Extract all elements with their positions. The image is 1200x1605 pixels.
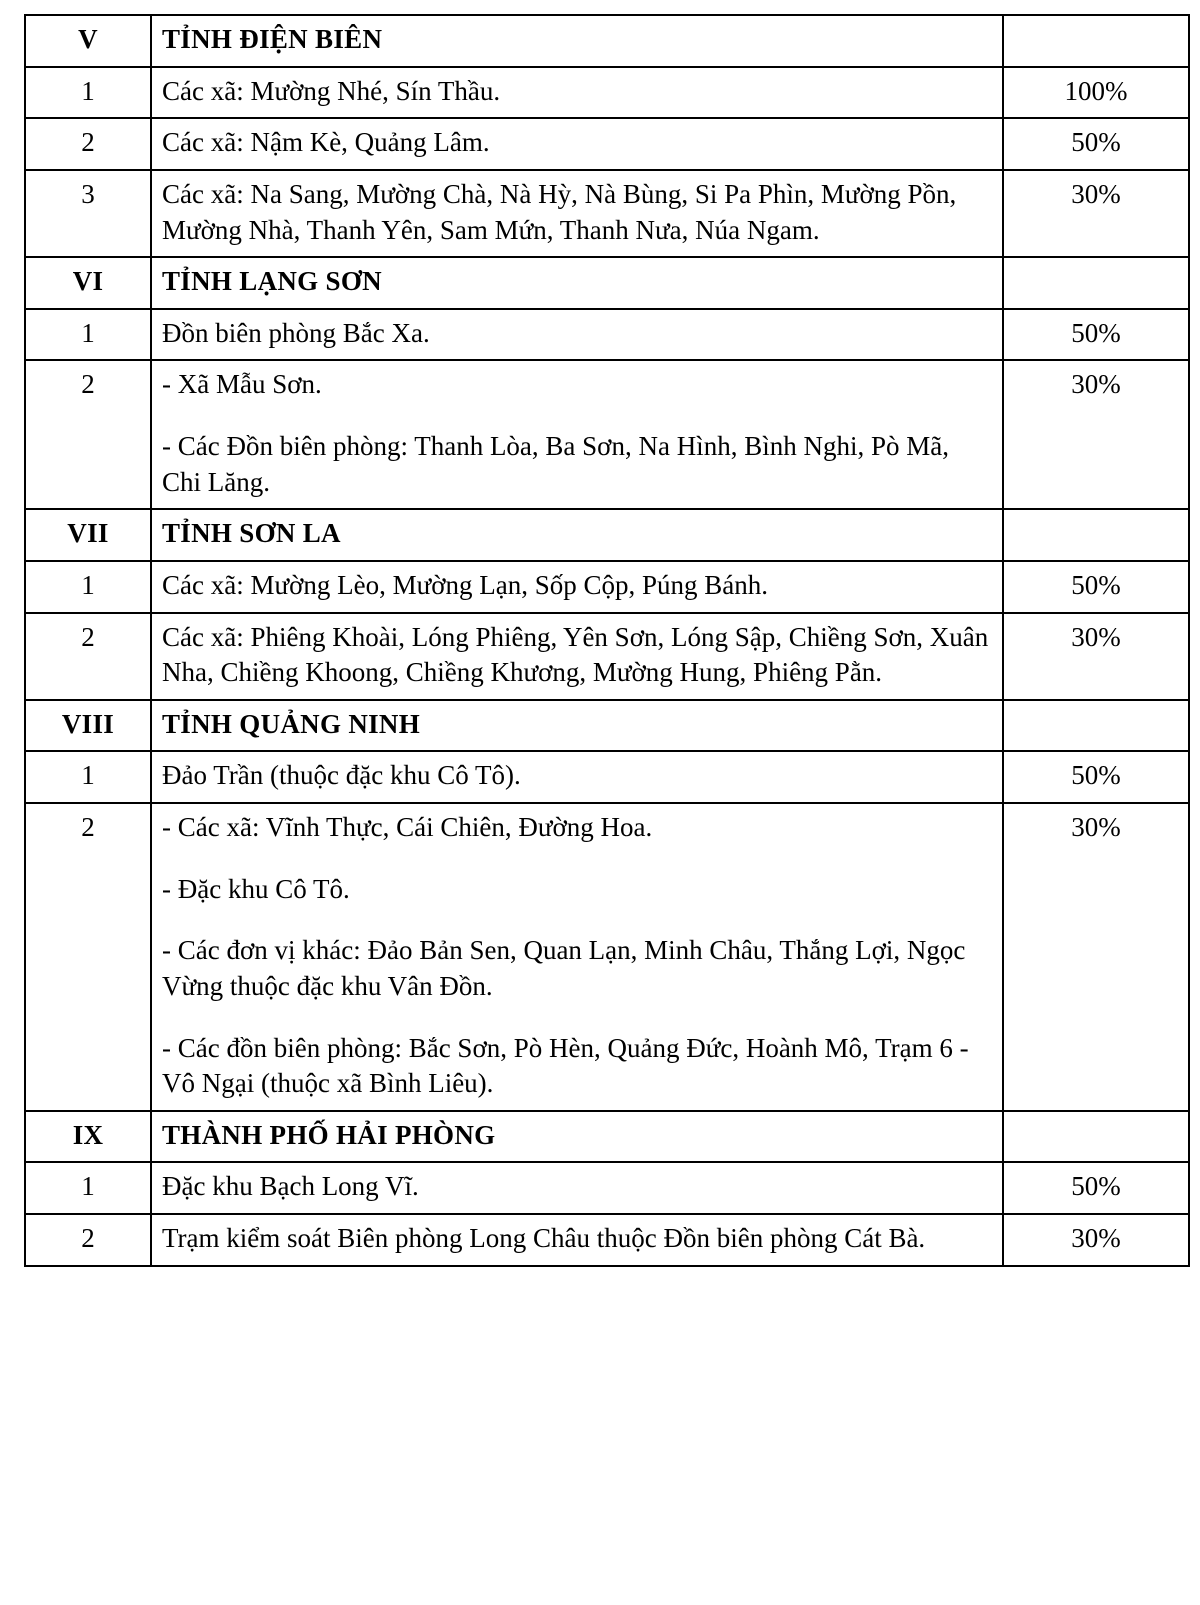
row-content-cell bbox=[151, 751, 1003, 803]
row-content-cell bbox=[151, 170, 1003, 257]
table-row bbox=[25, 257, 1189, 309]
row-content-cell bbox=[151, 1111, 1003, 1163]
table-row bbox=[25, 1214, 1189, 1266]
table-row bbox=[25, 1162, 1189, 1214]
percentage-value: 50% bbox=[1071, 1171, 1121, 1202]
row-content-cell bbox=[151, 257, 1003, 309]
row-number: 1 bbox=[81, 317, 95, 348]
content-paragraph: Các xã: Nậm Kè, Quảng Lâm. bbox=[162, 127, 490, 158]
row-number: 2 bbox=[81, 812, 95, 842]
row-number: 1 bbox=[81, 1171, 95, 1202]
percentage-cell bbox=[1003, 700, 1189, 752]
percentage-cell bbox=[1003, 613, 1189, 700]
row-content-cell bbox=[151, 561, 1003, 613]
percentage-cell bbox=[1003, 751, 1189, 803]
percentage-cell bbox=[1003, 15, 1189, 67]
content-paragraph: - Các đồn biên phòng: Bắc Sơn, Pò Hèn, Quảng Đức, Hoành Mô, Trạm 6 - Vô Ngại (thuộc xã Bình Liêu). bbox=[162, 1032, 969, 1099]
row-content-cell bbox=[151, 15, 1003, 67]
row-number-cell bbox=[25, 67, 151, 119]
row-content-cell bbox=[151, 1214, 1003, 1266]
percentage-value: 30% bbox=[1071, 178, 1121, 209]
percentage-cell bbox=[1003, 170, 1189, 257]
section-title: TỈNH SƠN LA bbox=[162, 518, 341, 549]
percentage-cell bbox=[1003, 561, 1189, 613]
table-row bbox=[25, 509, 1189, 561]
row-number-cell bbox=[25, 700, 151, 752]
percentage-value: 50% bbox=[1071, 569, 1121, 600]
percentage-cell bbox=[1003, 1214, 1189, 1266]
row-number-cell bbox=[25, 360, 151, 509]
content-paragraph: - Các đơn vị khác: Đảo Bản Sen, Quan Lạn, Minh Châu, Thắng Lợi, Ngọc Vừng thuộc đặc khu Vân Đồn. bbox=[162, 935, 966, 1001]
row-number: 2 bbox=[81, 369, 95, 400]
table-row bbox=[25, 309, 1189, 361]
row-number: 1 bbox=[81, 75, 95, 106]
table-row bbox=[25, 360, 1189, 509]
row-number-cell bbox=[25, 257, 151, 309]
table-row bbox=[25, 67, 1189, 119]
table-row bbox=[25, 700, 1189, 752]
percentage-value: 30% bbox=[1071, 621, 1121, 652]
row-number-cell bbox=[25, 751, 151, 803]
percentage-value: 50% bbox=[1071, 317, 1121, 348]
row-number: 2 bbox=[81, 127, 95, 158]
content-paragraph: Các xã: Phiêng Khoài, Lóng Phiêng, Yên Sơn, Lóng Sập, Chiềng Sơn, Xuân Nha, Chiềng Khoong, Chiềng Khương, Mường Hung, Phiêng Pằn. bbox=[162, 621, 989, 688]
allowance-rate-table bbox=[24, 14, 1190, 1267]
row-number-cell bbox=[25, 15, 151, 67]
row-number-cell bbox=[25, 1162, 151, 1214]
percentage-cell bbox=[1003, 67, 1189, 119]
content-paragraph: Các xã: Mường Lèo, Mường Lạn, Sốp Cộp, Púng Bánh. bbox=[162, 569, 769, 600]
content-paragraph: - Đặc khu Cô Tô. bbox=[162, 873, 350, 904]
row-number-cell bbox=[25, 309, 151, 361]
row-number: 2 bbox=[81, 621, 95, 652]
section-title: TỈNH LẠNG SƠN bbox=[162, 266, 382, 297]
percentage-cell bbox=[1003, 118, 1189, 170]
content-paragraph: Đồn biên phòng Bắc Xa. bbox=[162, 317, 430, 348]
row-number-cell bbox=[25, 118, 151, 170]
percentage-value: 30% bbox=[1071, 369, 1121, 400]
table-row bbox=[25, 170, 1189, 257]
table-row bbox=[25, 751, 1189, 803]
percentage-value: 100% bbox=[1064, 75, 1128, 106]
content-paragraph: - Các xã: Vĩnh Thực, Cái Chiên, Đường Hoa. bbox=[162, 812, 653, 842]
section-title: TỈNH QUẢNG NINH bbox=[162, 708, 421, 739]
table-row bbox=[25, 561, 1189, 613]
table-row bbox=[25, 118, 1189, 170]
row-content-cell bbox=[151, 613, 1003, 700]
percentage-value: 50% bbox=[1071, 760, 1121, 791]
table-row bbox=[25, 613, 1189, 700]
row-content-cell bbox=[151, 509, 1003, 561]
row-number: 3 bbox=[81, 178, 95, 209]
row-number: 1 bbox=[81, 760, 95, 791]
percentage-cell bbox=[1003, 509, 1189, 561]
row-number: IX bbox=[72, 1119, 104, 1150]
content-paragraph: Đảo Trần (thuộc đặc khu Cô Tô). bbox=[162, 760, 521, 791]
row-number: VII bbox=[67, 518, 109, 549]
row-number-cell bbox=[25, 803, 151, 1111]
section-title: THÀNH PHỐ HẢI PHÒNG bbox=[162, 1119, 496, 1150]
row-content-cell bbox=[151, 1162, 1003, 1214]
table-body bbox=[25, 15, 1189, 1266]
percentage-cell bbox=[1003, 803, 1189, 1111]
table-row bbox=[25, 803, 1189, 1111]
row-number-cell bbox=[25, 509, 151, 561]
row-number: VIII bbox=[61, 708, 115, 739]
table-row bbox=[25, 1111, 1189, 1163]
row-content-cell bbox=[151, 118, 1003, 170]
section-title: TỈNH ĐIỆN BIÊN bbox=[162, 24, 383, 54]
row-number: 1 bbox=[81, 569, 95, 600]
row-content-cell bbox=[151, 360, 1003, 509]
content-paragraph: Trạm kiểm soát Biên phòng Long Châu thuộc Đồn biên phòng Cát Bà. bbox=[162, 1223, 926, 1253]
table-row bbox=[25, 15, 1189, 67]
content-paragraph: Đặc khu Bạch Long Vĩ. bbox=[162, 1171, 419, 1202]
row-number-cell bbox=[25, 561, 151, 613]
percentage-cell bbox=[1003, 1162, 1189, 1214]
percentage-value: 30% bbox=[1071, 812, 1121, 842]
percentage-value: 30% bbox=[1071, 1223, 1121, 1253]
percentage-cell bbox=[1003, 360, 1189, 509]
percentage-value: 50% bbox=[1071, 127, 1121, 158]
row-number-cell bbox=[25, 1111, 151, 1163]
row-number: VI bbox=[72, 266, 104, 297]
row-number: V bbox=[78, 24, 98, 54]
content-paragraph: Các xã: Na Sang, Mường Chà, Nà Hỳ, Nà Bùng, Si Pa Phìn, Mường Pồn, Mường Nhà, Thanh Yên, Sam Mứn, Thanh Nưa, Núa Ngam. bbox=[162, 178, 957, 245]
percentage-cell bbox=[1003, 257, 1189, 309]
content-paragraph: - Các Đồn biên phòng: Thanh Lòa, Ba Sơn, Na Hình, Bình Nghi, Pò Mã, Chi Lăng. bbox=[162, 431, 949, 497]
percentage-cell bbox=[1003, 1111, 1189, 1163]
row-number-cell bbox=[25, 613, 151, 700]
row-content-cell bbox=[151, 803, 1003, 1111]
row-number-cell bbox=[25, 170, 151, 257]
content-paragraph: Các xã: Mường Nhé, Sín Thầu. bbox=[162, 75, 501, 106]
row-content-cell bbox=[151, 700, 1003, 752]
percentage-cell bbox=[1003, 309, 1189, 361]
row-number-cell bbox=[25, 1214, 151, 1266]
row-content-cell bbox=[151, 309, 1003, 361]
content-paragraph: - Xã Mẫu Sơn. bbox=[162, 369, 322, 400]
row-content-cell bbox=[151, 67, 1003, 119]
row-number: 2 bbox=[81, 1223, 95, 1253]
